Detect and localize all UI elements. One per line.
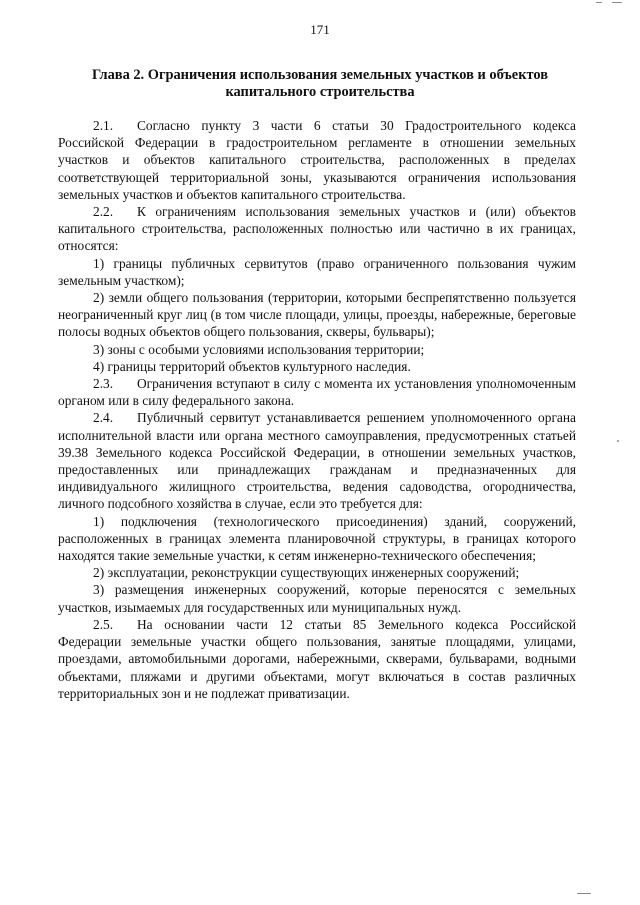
paragraph-number: 2.4.	[93, 410, 114, 426]
paragraph-number: 2.3.	[93, 376, 114, 392]
list-item-text: 1) подключения (технологического присоединения) зданий, сооружений, расположенных в границах элемента планировочной структуры, в границах которого находятся такие земельные участки, к сетям инженерно-технического обеспечения;	[58, 513, 576, 564]
scan-mark	[612, 2, 622, 3]
list-item-connection	[58, 513, 576, 565]
list-item-special-zones	[58, 341, 576, 358]
list-item-text: 2) земли общего пользования (территории, которыми беспрепятственно пользуется неограниченный круг лиц (в том числе площади, улицы, проезды, набережные, береговые полосы водных объектов общего пользования, скверы, бульвары);	[58, 290, 576, 340]
paragraph-text: Ограничения вступают в силу с момента их установления уполномоченным органом или в силу федерального закона.	[58, 376, 576, 409]
list-item-public-easement	[58, 255, 576, 289]
paragraph-text: Публичный сервитут устанавливается решением уполномоченного органа исполнительной власти или органа местного самоуправления, предусмотренных статьей 39.38 Земельного кодекса Российской Федерации, в отношении земельных участков, предоставленных или принадлежащих гражданам и предназначенных для индивидуального жилищного строительства, ведения садоводства, огородничества, личного подсобного хозяйства в случае, если это требуется для:	[58, 410, 576, 512]
paragraph-number: 2.5.	[93, 616, 114, 632]
list-item-text: 2) эксплуатации, реконструкции существующих инженерных сооружений;	[93, 565, 520, 581]
paragraph-text: На основании части 12 статьи 85 Земельного кодекса Российской Федерации земельные участки общего пользования, занятые площадями, улицами, проездами, автомобильными дорогами, набережными, скверами, бульварами, водными объектами, пляжами и другими объектами, могут включаться в состав различных территориальных зон и не подлежат приватизации.	[58, 616, 576, 701]
chapter-title	[80, 67, 560, 101]
list-item-public-lands	[58, 289, 576, 341]
paragraph-text: Согласно пункту 3 части 6 статьи 30 Градостроительного кодекса Российской Федерации в градостроительном регламенте в отношении земельных участков и объектов капитального строительства, расположенных в пределах соответствующей территориальной зоны, указываются ограничения использования земельных участков и объектов капитального строительства.	[58, 118, 576, 202]
chapter-body	[58, 117, 576, 702]
list-item-text: 3) размещения инженерных сооружений, которые переносятся с земельных участков, изымаемых для государственных или муниципальных нужд.	[58, 582, 576, 615]
paragraph-number: 2.1.	[93, 118, 114, 133]
paragraph-2-3	[58, 375, 576, 409]
chapter-title-line-1: Глава 2. Ограничения использования земельных участков и объектов	[92, 67, 548, 83]
list-item-text: 1) границы публичных сервитутов (право ограниченного пользования чужим земельным участком);	[58, 255, 576, 288]
list-item-relocation	[58, 581, 576, 615]
scan-mark	[577, 893, 591, 894]
paragraph-2-1	[58, 117, 576, 203]
list-item-text: 3) зоны с особыми условиями использования территории;	[93, 341, 425, 357]
paragraph-2-4	[58, 409, 576, 512]
chapter-title-line-2: капитального строительства	[225, 84, 415, 100]
paragraph-2-2	[58, 203, 576, 255]
scan-mark	[596, 2, 602, 3]
paragraph-2-5	[58, 616, 576, 702]
page-number: 171	[310, 22, 330, 37]
paragraph-text: К ограничениям использования земельных участков и (или) объектов капитального строительства, расположенных полностью или частично в их границах, относятся:	[58, 204, 576, 254]
list-item-heritage	[58, 358, 576, 375]
paragraph-number: 2.2.	[93, 204, 114, 220]
scan-mark	[617, 440, 619, 442]
list-item-text: 4) границы территорий объектов культурного наследия.	[93, 358, 411, 374]
list-item-operation	[58, 564, 576, 581]
